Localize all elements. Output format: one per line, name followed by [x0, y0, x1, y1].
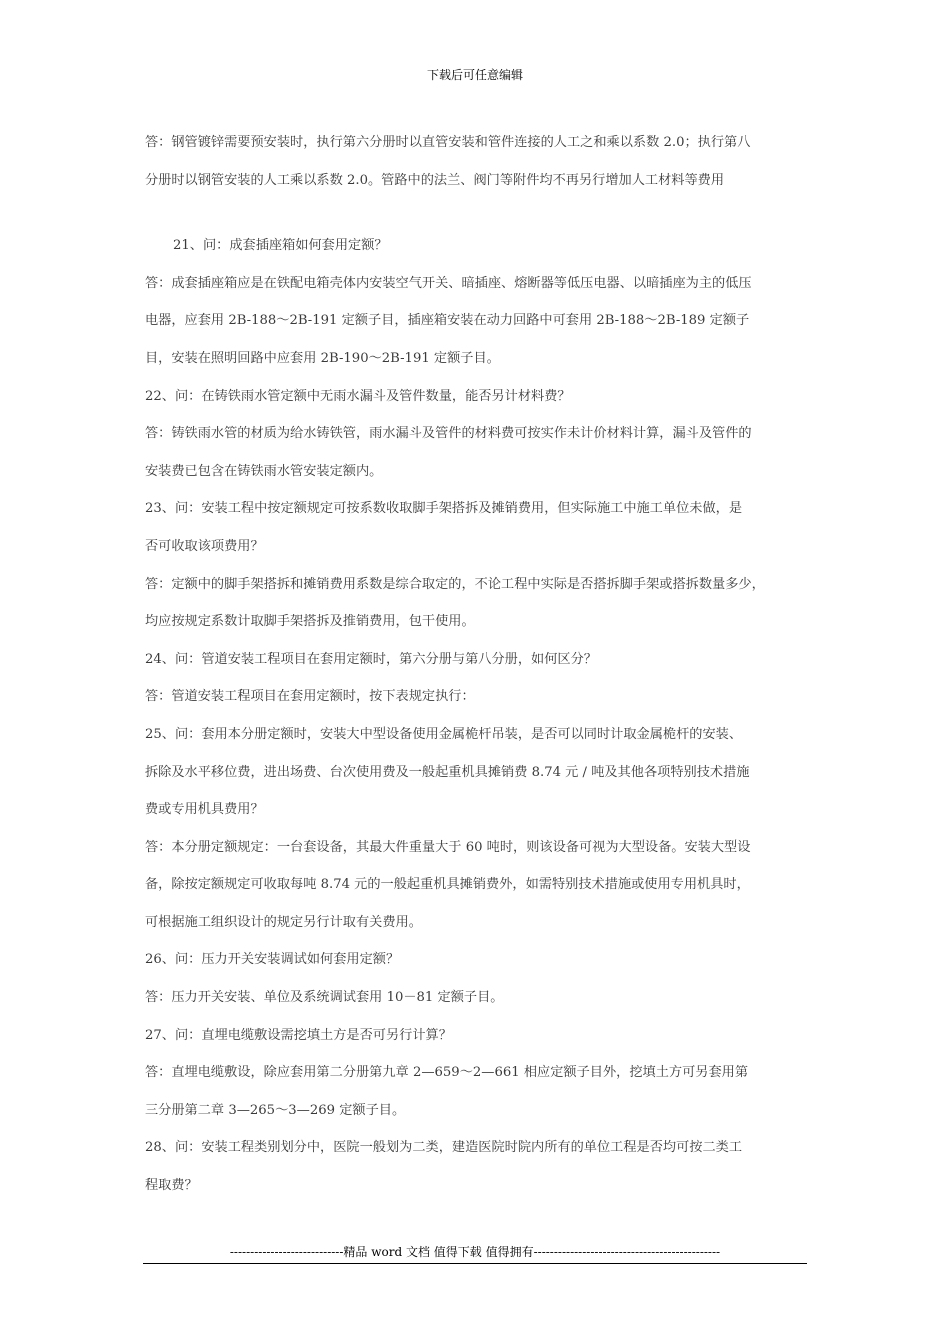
question-23-line-1: 23、问：安装工程中按定额规定可按系数收取脚手架搭拆及摊销费用，但实际施工中施工单位未做，是 — [145, 501, 743, 517]
question-22: 22、问：在铸铁雨水管定额中无雨水漏斗及管件数量，能否另计材料费？ — [145, 388, 571, 404]
question-28-line-1: 28、问：安装工程类别划分中，医院一般划为二类，建造医院时院内所有的单位工程是否均可按二类工 — [145, 1140, 743, 1156]
answer-22-line-2: 安装费已包含在铸铁雨水管安装定额内。 — [145, 463, 383, 479]
answer-25-line-3: 可根据施工组织设计的规定另行计取有关费用。 — [145, 914, 422, 930]
document-body — [145, 124, 813, 1205]
answer-21-line-3: 目，安装在照明回路中应套用 2B-190～2B-191 定额子目。 — [145, 350, 500, 366]
question-25-line-1: 25、问：套用本分册定额时，安装大中型设备使用金属桅杆吊装，是否可以同时计取金属桅杆的安装、 — [145, 726, 743, 742]
page-header: 下载后可任意编辑 — [426, 68, 523, 82]
question-25-line-2: 拆除及水平移位费，进出场费、台次使用费及一般起重机具摊销费 8.74 元 / 吨及其他各项特别技术措施 — [145, 764, 750, 780]
answer-27-line-1: 答：直埋电缆敷设，除应套用第二分册第九章 2—659～2—661 相应定额子目外，挖填土方可另套用第 — [145, 1065, 749, 1081]
footer-rule — [143, 1263, 807, 1264]
answer-24: 答：管道安装工程项目在套用定额时，按下表规定执行： — [145, 689, 475, 705]
question-24: 24、问：管道安装工程项目在套用定额时，第六分册与第八分册，如何区分？ — [145, 651, 597, 667]
answer-26: 答：压力开关安装、单位及系统调试套用 10－81 定额子目。 — [145, 990, 504, 1006]
question-27: 27、问：直埋电缆敷设需挖填土方是否可另行计算？ — [145, 1027, 452, 1043]
answer-25-line-2: 备，除按定额规定可收取每吨 8.74 元的一般起重机具摊销费外，如需特别技术措施或使用专用机具时， — [145, 877, 750, 893]
question-25-line-3: 费或专用机具费用？ — [145, 802, 264, 818]
answer-20-line-1: 答：钢管镀锌需要预安装时，执行第六分册时以直管安装和管件连接的人工之和乘以系数 2.0；执行第八 — [145, 135, 751, 150]
answer-22-line-1: 答：铸铁雨水管的材质为给水铸铁管，雨水漏斗及管件的材料费可按实作未计价材料计算，漏斗及管件的 — [145, 426, 752, 442]
answer-21-line-2: 电器，应套用 2B-188～2B-191 定额子目，插座箱安装在动力回路中可套用 2B-188～2B-189 定额子 — [145, 313, 750, 329]
answer-20-line-2: 分册时以钢管安装的人工乘以系数 2.0。管路中的法兰、阀门等附件均不再另行增加人工材料等费用 — [145, 172, 725, 188]
paragraph-gap — [145, 199, 813, 227]
question-21: 21、问：成套插座箱如何套用定额？ — [173, 238, 388, 254]
page-footer: ----------------------------精品 word 文档 值得下载 值得拥有---------------------------------------------- — [229, 1245, 721, 1259]
answer-25-line-1: 答：本分册定额规定：一台套设备，其最大件重量大于 60 吨时，则该设备可视为大型设备。安装大型设 — [145, 839, 751, 855]
question-23-line-2: 否可收取该项费用？ — [145, 538, 264, 554]
question-26: 26、问：压力开关安装调试如何套用定额？ — [145, 952, 400, 968]
answer-21-line-1: 答：成套插座箱应是在铁配电箱壳体内安装空气开关、暗插座、熔断器等低压电器、以暗插座为主的低压 — [145, 275, 752, 291]
answer-23-line-2: 均应按规定系数计取脚手架搭拆及推销费用，包干使用。 — [145, 614, 475, 630]
answer-23-line-1: 答：定额中的脚手架搭拆和摊销费用系数是综合取定的，不论工程中实际是否搭拆脚手架或搭拆数量多少， — [145, 576, 765, 592]
question-28-line-2: 程取费？ — [145, 1178, 198, 1194]
answer-27-line-2: 三分册第二章 3—265～3—269 定额子目。 — [145, 1102, 406, 1118]
